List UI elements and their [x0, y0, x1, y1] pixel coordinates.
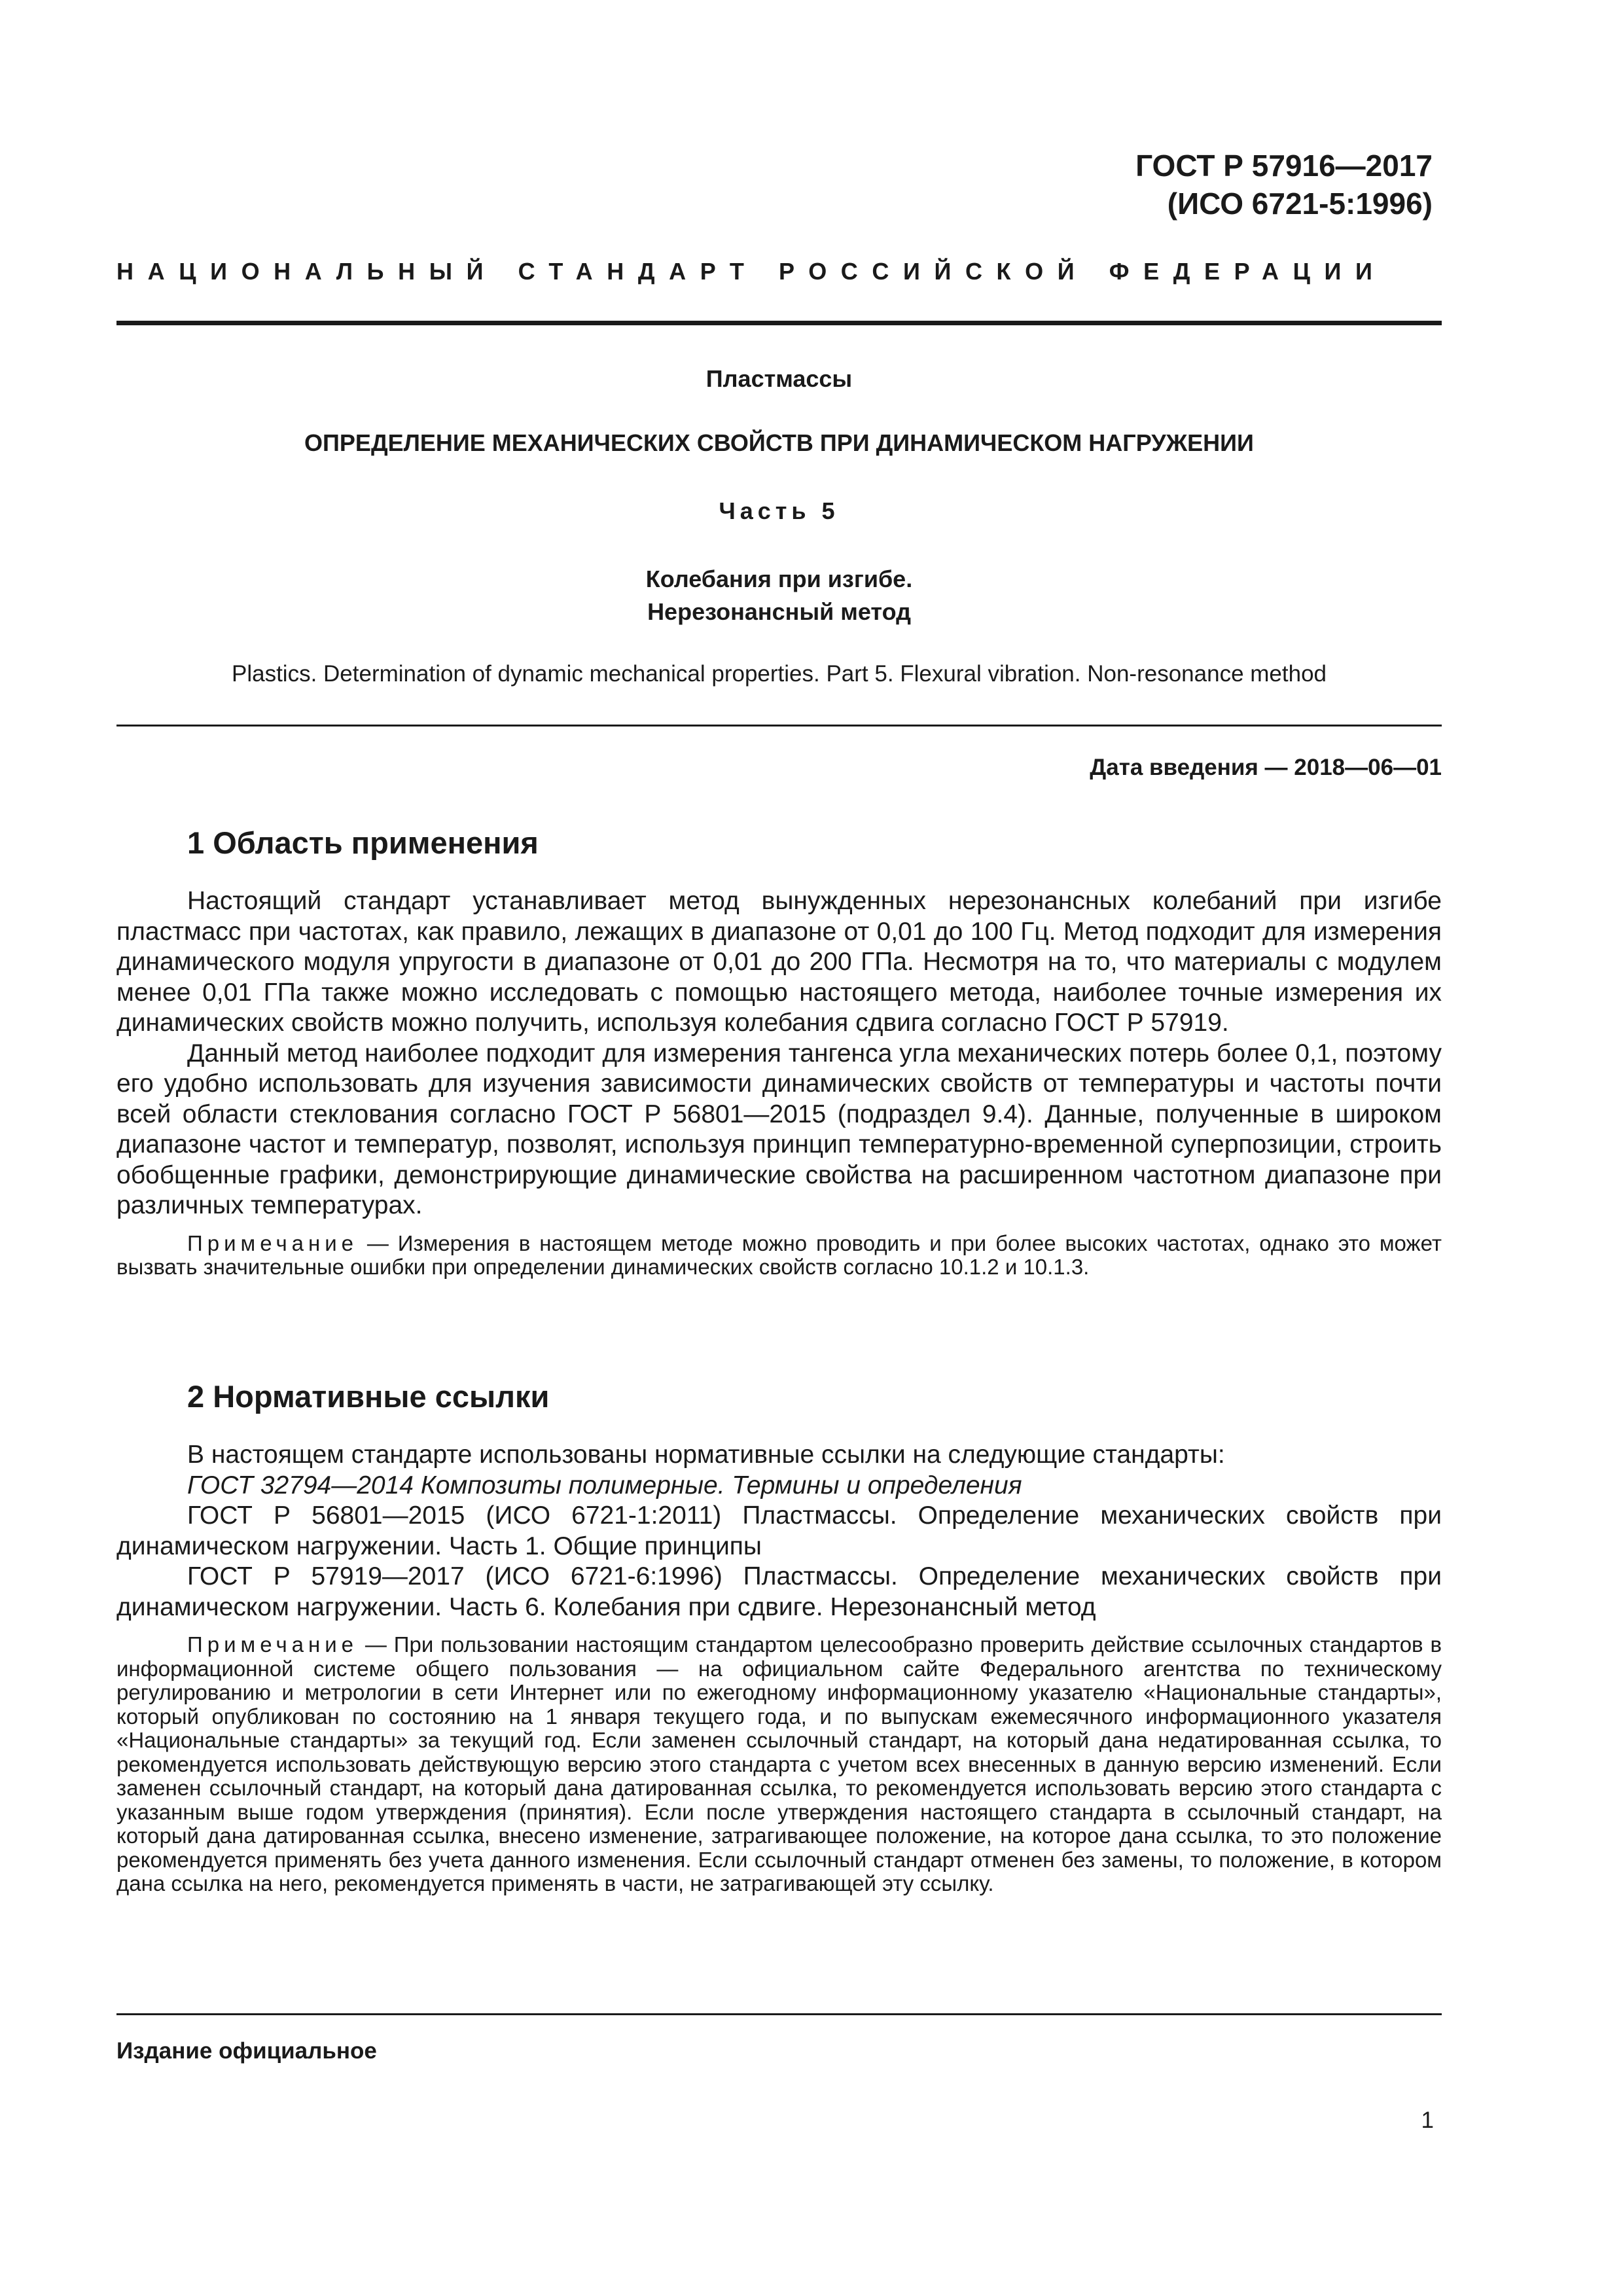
section-heading: 1 Область применения: [187, 825, 539, 860]
iso-number: (ИСО 6721-5:1996): [1167, 187, 1433, 221]
reference-item: ГОСТ Р 56801—2015 (ИСО 6721-1:2011) Пластмассы. Определение механических свойств при динамическом нагружении. Часть 1. Общие принципы: [116, 1501, 1442, 1560]
top-divider: [116, 321, 1442, 325]
footer-divider: [116, 2013, 1442, 2015]
title-divider: [116, 725, 1442, 726]
note-text: — При пользовании настоящим стандартом целесообразно проверить действие ссылочных стандартов в информационной системе общего пользования — на официальном сайте Федерального агентства по техническому регулированию и метрологии в сети Интернет или по ежегодному информационному указателю «Национальные стандарты», который опубликован по состоянию на 1 января текущего года, и по выпускам ежемесячного информационного указателя «Национальные стандарты» за текущий год. Если заменен ссылочный стандарт, на который дана недатированная ссылка, то рекомендуется использовать действующую версию этого стандарта с учетом всех внесенных в данную версию изменений. Если заменен ссылочный стандарт, на который дана датированная ссылка, то рекомендуется использовать версию этого стандарта с указанным выше годом утверждения (принятия). Если после утверждения настоящего стандарта в ссылочный стандарт, на который дана датированная ссылка, внесено изменение, затрагивающее положение, на которое дана ссылка, то это положение рекомендуется применять без учета данного изменения. Если ссылочный стандарт отменен без замены, то положение, в котором дана ссылка на него, рекомендуется применять в части, не затрагивающей эту ссылку.: [116, 1632, 1442, 1895]
national-standard-banner: НАЦИОНАЛЬНЫЙ СТАНДАРТ РОССИЙСКОЙ ФЕДЕРАЦИИ: [116, 258, 1387, 285]
gost-number: ГОСТ Р 57916—2017: [1135, 149, 1433, 183]
paragraph: Настоящий стандарт устанавливает метод вынужденных нерезонансных колебаний при изгибе пластмасс при частотах, как правило, лежащих в диапазоне от 0,01 до 100 Гц. Метод подходит для измерения динамического модуля упругости в диапазоне от 0,01 до 200 ГПа. Несмотря на то, что материалы с модулем менее 0,01 ГПа также можно исследовать с помощью настоящего метода, наиболее точные измерения их динамических свойств можно получить, используя колебания сдвига согласно ГОСТ Р 57919.: [116, 887, 1442, 1037]
title-english: Plastics. Determination of dynamic mechanical properties. Part 5. Flexural vibration. Non-resonance method: [232, 661, 1327, 687]
paragraph: Данный метод наиболее подходит для измерения тангенса угла механических потерь более 0,1, поэтому его удобно использовать для изучения зависимости динамических свойств от температуры и частоты почти всей области стеклования согласно ГОСТ Р 56801—2015 (подраздел 9.4). Данные, полученные в широком диапазоне частот и температур, позволят, используя принцип температурно-временной суперпозиции, строить обобщенные графики, демонстрирующие динамические свойства на расширенном частотном диапазоне при различных температурах.: [116, 1039, 1442, 1219]
section-scope: [116, 823, 1442, 1280]
note: [116, 1232, 1442, 1280]
title-part: Часть 5: [719, 497, 840, 524]
section-heading: 2 Нормативные ссылки: [187, 1379, 550, 1414]
title-main: ОПРЕДЕЛЕНИЕ МЕХАНИЧЕСКИХ СВОЙСТВ ПРИ ДИНАМИЧЕСКОМ НАГРУЖЕНИИ: [304, 429, 1254, 456]
page-number: 1: [1421, 2108, 1434, 2133]
title-subtitle: [116, 563, 1442, 628]
section-normative-references: [116, 1377, 1442, 1896]
gost-designation: [1135, 147, 1433, 223]
note-label: Примечание: [187, 1632, 359, 1657]
reference-item: ГОСТ Р 57919—2017 (ИСО 6721-6:1996) Пластмассы. Определение механических свойств при динамическом нагружении. Часть 6. Колебания при сдвиге. Нерезонансный метод: [116, 1562, 1442, 1621]
official-edition-label: Издание официальное: [116, 2038, 377, 2064]
note-label: Примечание: [187, 1230, 359, 1255]
note: [116, 1633, 1442, 1896]
reference-item: ГОСТ 32794—2014 Композиты полимерные. Термины и определения: [187, 1471, 1022, 1499]
title-subtitle-line1: Колебания при изгибе.: [645, 565, 913, 592]
paragraph: В настоящем стандарте использованы нормативные ссылки на следующие стандарты:: [187, 1441, 1225, 1469]
title-subject: Пластмассы: [705, 365, 853, 392]
note-text: — Измерения в настоящем методе можно проводить и при более высоких частотах, однако это может вызвать значительные ошибки при определении динамических свойств согласно 10.1.2 и 10.1.3.: [116, 1230, 1442, 1279]
title-subtitle-line2: Нерезонансный метод: [647, 598, 911, 625]
introduction-date: Дата введения — 2018—06—01: [1090, 755, 1442, 780]
